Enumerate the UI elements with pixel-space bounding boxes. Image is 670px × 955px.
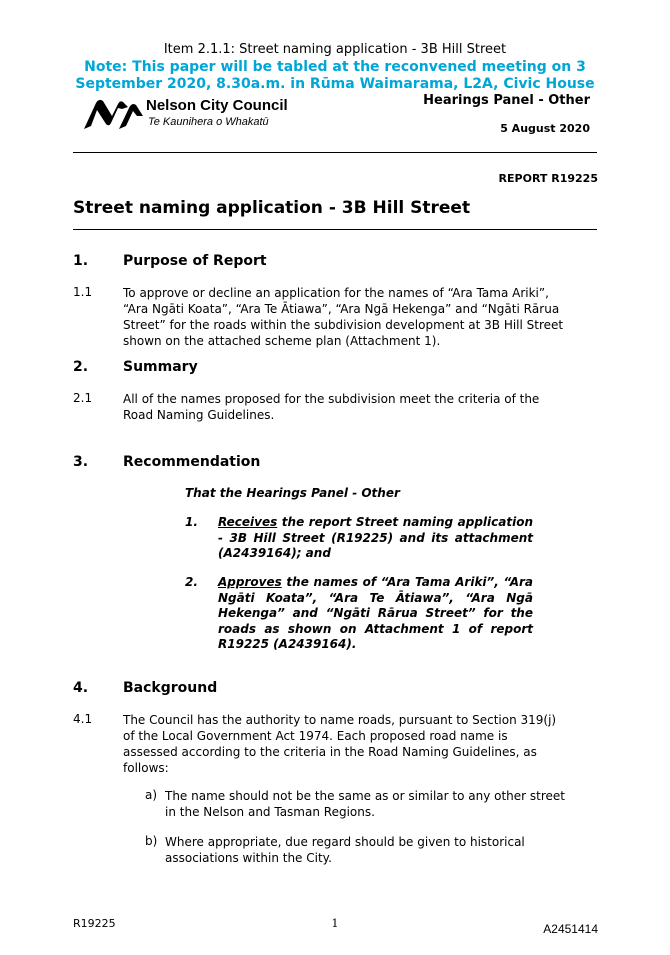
paragraph-line: follows: <box>123 761 169 775</box>
section-4-number: 4. <box>73 680 89 696</box>
criterion-line: associations within the City. <box>165 851 332 865</box>
paragraph-4-1-number: 4.1 <box>73 712 93 726</box>
paragraph-line: assessed according to the criteria in the Road Naming Guidelines, as <box>123 745 537 759</box>
meeting-panel: Hearings Panel - Other <box>423 93 590 108</box>
criterion-line: in the Nelson and Tasman Regions. <box>165 805 375 819</box>
recommendation-1-keyword: Receives <box>218 515 278 529</box>
criterion-a <box>165 788 605 820</box>
section-4-heading: Background <box>123 680 218 696</box>
paragraph-line: The Council has the authority to name roads, pursuant to Section 319(j) <box>123 713 557 727</box>
logo-name: Nelson City Council <box>146 97 288 114</box>
section-2-number: 2. <box>73 359 89 375</box>
recommendation-intro: That the Hearings Panel - Other <box>185 486 400 500</box>
section-1-heading: Purpose of Report <box>123 253 267 269</box>
paragraph-line: of the Local Government Act 1974. Each proposed road name is <box>123 729 508 743</box>
recommendation-2-text: the names of “Ara Tama Ariki”, “Ara Ngāti Koata”, “Ara Te Ātiawa”, “Ara Ngā Hekenga” and “Ngāti Rārua Street” for the roads as shown on Attachment 1 of report R19225 (A2439164). <box>218 575 533 651</box>
section-3-heading: Recommendation <box>123 454 261 470</box>
paragraph-line: shown on the attached scheme plan (Attachment 1). <box>123 334 441 348</box>
criterion-line: Where appropriate, due regard should be given to historical <box>165 835 525 849</box>
tabled-note-line-2: September 2020, 8.30a.m. in Rūma Waimarama, L2A, Civic House <box>75 76 595 92</box>
paragraph-line: To approve or decline an application for the names of “Ara Tama Ariki”, <box>123 286 549 300</box>
tabled-note <box>0 59 670 93</box>
footer-document-id: A2451414 <box>543 922 598 936</box>
paragraph-line: All of the names proposed for the subdivision meet the criteria of the <box>123 392 540 406</box>
paragraph-1-1 <box>123 285 603 349</box>
section-3-number: 3. <box>73 454 89 470</box>
criterion-b <box>165 834 605 866</box>
report-title: Street naming application - 3B Hill Street <box>73 198 471 218</box>
logo-maori-name: Te Kaunihera o Whakatū <box>148 116 269 128</box>
recommendation-1 <box>218 515 533 562</box>
section-1-number: 1. <box>73 253 89 269</box>
criterion-line: The name should not be the same as or similar to any other street <box>165 789 566 803</box>
paragraph-1-1-number: 1.1 <box>73 285 93 299</box>
item-header: Item 2.1.1: Street naming application - 3B Hill Street <box>163 42 507 57</box>
paragraph-line: Road Naming Guidelines. <box>123 408 275 422</box>
council-logo-mark-icon <box>82 96 146 132</box>
paragraph-2-1-number: 2.1 <box>73 391 93 405</box>
paragraph-4-1 <box>123 712 603 776</box>
council-logo <box>82 96 302 136</box>
paragraph-line: “Ara Ngāti Koata”, “Ara Te Ātiawa”, “Ara Ngā Hekenga” and “Ngāti Rārua <box>123 302 560 316</box>
title-divider <box>73 229 597 230</box>
paragraph-line: Street” for the roads within the subdivision development at 3B Hill Street <box>123 318 564 332</box>
tabled-note-line-1: Note: This paper will be tabled at the reconvened meeting on 3 <box>84 59 586 75</box>
criterion-b-label: b) <box>145 834 158 848</box>
report-date: 5 August 2020 <box>500 122 590 135</box>
report-number: REPORT R19225 <box>498 172 598 185</box>
section-2-heading: Summary <box>123 359 198 375</box>
page-number: 1 <box>331 917 339 930</box>
footer-report-number: R19225 <box>73 917 116 930</box>
recommendation-1-text: the report Street naming application - 3B Hill Street (R19225) and its attachment (A2439164); and <box>218 515 533 560</box>
recommendation-1-number: 1. <box>185 515 198 529</box>
recommendation-2 <box>218 575 533 653</box>
recommendation-2-number: 2. <box>185 575 198 589</box>
paragraph-2-1 <box>123 391 603 423</box>
criterion-a-label: a) <box>145 788 158 802</box>
header-divider <box>73 152 597 153</box>
recommendation-2-keyword: Approves <box>218 575 282 589</box>
